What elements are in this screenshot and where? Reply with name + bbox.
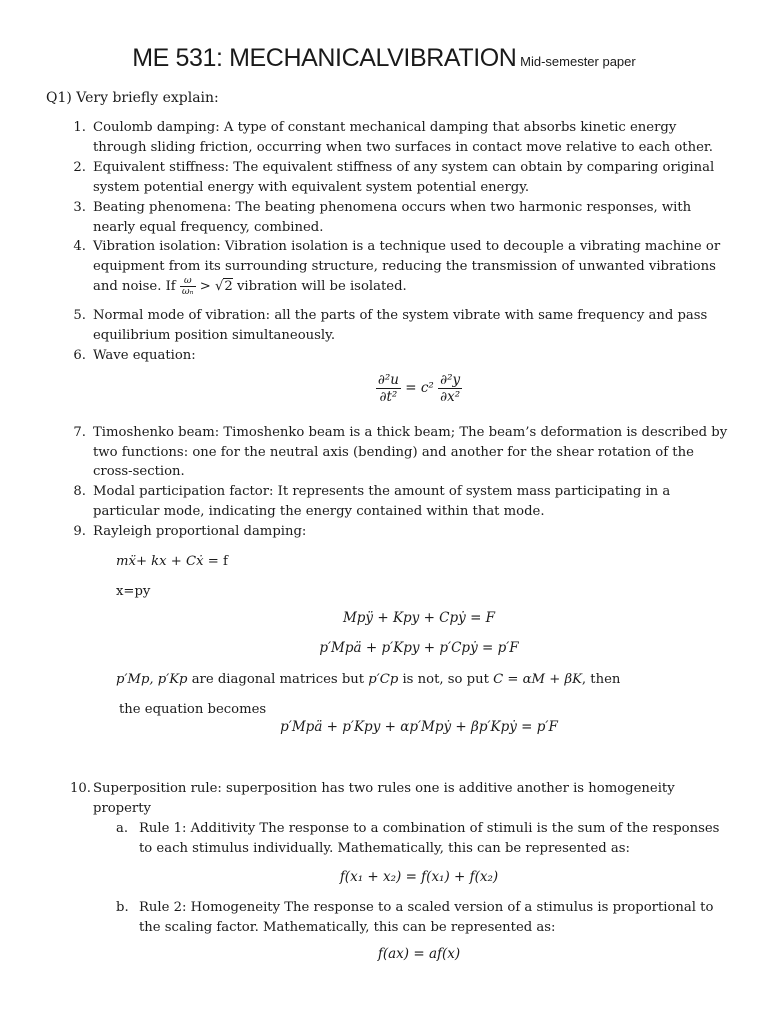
rayleigh-becomes: the equation becomes: [119, 702, 267, 717]
title-main: ME 531: MECHANICALVIBRATION: [132, 44, 517, 72]
sub-list-item: b. Rule 2: Homogeneity The response to a scaled version of a stimulus is proportional to the scaling factor. Mathematically, this can be represented as:: [116, 900, 714, 935]
sub-list-item: a. Rule 1: Additivity The response to a combination of stimuli is the sum of the responses to each stimulus individually. Mathematically, this can be represented as:: [116, 821, 720, 856]
list-item: 1. Coulomb damping: A type of constant mechanical damping that absorbs kinetic energy through sliding friction, occurring when two surfaces in contact move relative to each other.: [73, 120, 713, 155]
list-item: 6. Wave equation:: [73, 348, 196, 363]
additivity-equation: f(x₁ + x₂) = f(x₁) + f(x₂): [339, 869, 499, 885]
isolation-ratio: $\frac{\omega}{\text{ωₙ}}$: [181, 275, 194, 298]
rayleigh-diagonal: p′Mp, p′Kp are diagonal matrices but p′Cp is not, so put C = αM + βK, then: [116, 672, 621, 687]
rayleigh-line2: x=py: [116, 584, 151, 599]
wave-equation: $\frac{\text{∂²u}}{\text{∂t²}}$ = c² $\frac{\text{∂²y}}{\text{∂x²}}$: [377, 372, 461, 405]
rayleigh-eq1: mẍ+ kx + Cẋ = f: [116, 554, 228, 569]
rayleigh-eq3: Mpÿ + Kpy + Cpẏ = F: [342, 610, 496, 626]
page-title: [0, 44, 768, 73]
list-item: 2. Equivalent stiffness: The equivalent stiffness of any system can obtain by comparing original system potential energy with equivalent system potential energy.: [73, 160, 715, 195]
list-item: 4. Vibration isolation: Vibration isolation is a technique used to decouple a vibrating machine or equipment from its surrounding structure, reducing the transmission of unwanted vibrations and noise. If $\frac{\omega}{\text{ωₙ}}$ > √2 vibration will be isolated.: [73, 239, 721, 298]
list-item: 5. Normal mode of vibration: all the parts of the system vibrate with same frequency and pass equilibrium position simultaneously.: [73, 308, 708, 343]
list-item: 10. Superposition rule: superposition has two rules one is additive another is homogeneity property: [70, 781, 675, 816]
list-item: 8. Modal participation factor: It represents the amount of system mass participating in a particular mode, indicating the energy contained within that mode.: [73, 484, 671, 519]
list-item: 3. Beating phenomena: The beating phenomena occurs when two harmonic responses, with nearly equal frequency, combined.: [73, 200, 692, 235]
list-item: 9. Rayleigh proportional damping:: [73, 524, 307, 539]
homogeneity-equation: f(ax) = af(x): [377, 946, 461, 962]
question-heading: Q1) Very briefly explain:: [46, 90, 219, 106]
list-item: 7. Timoshenko beam: Timoshenko beam is a thick beam; The beam’s deformation is described by two functions: one for the neutral axis (bending) and another for the shear rotation of the cross-section.: [73, 425, 728, 480]
rayleigh-eq4: p′Mpä + p′Kpy + p′Cpẏ = p′F: [319, 640, 519, 656]
title-subtitle: Mid-semester paper: [520, 54, 636, 69]
rayleigh-eq5: p′Mpä + p′Kpy + αp′Mpẏ + βp′Kpẏ = p′F: [280, 719, 558, 735]
